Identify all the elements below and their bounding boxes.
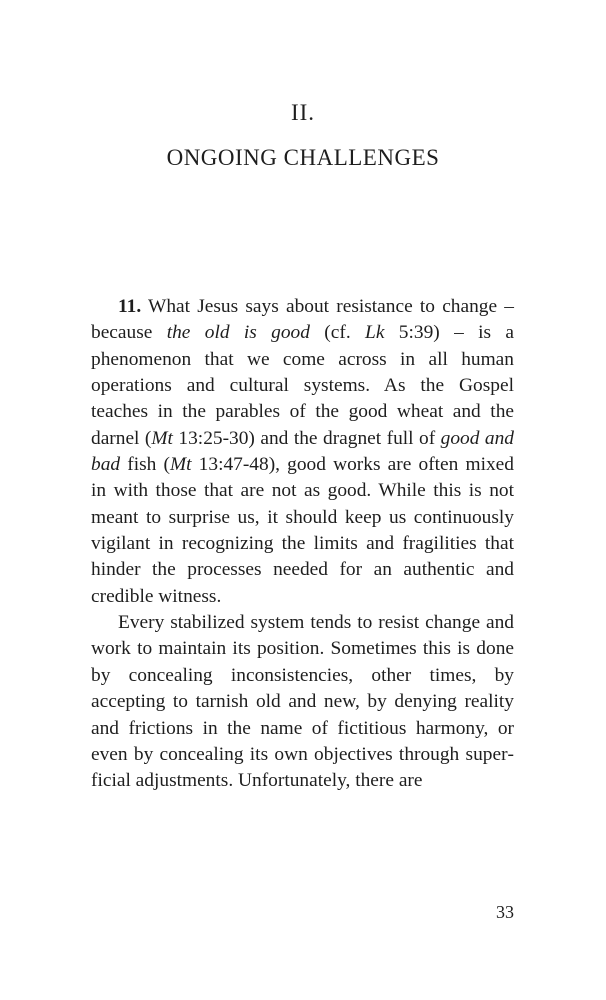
text-segment: (cf. [309, 322, 366, 344]
scripture-ref-book: Lk [365, 322, 385, 344]
page-number: 33 [496, 902, 514, 922]
text-segment: 13:25-30) and the dragnet full of [172, 427, 441, 449]
text-segment: 5:39) – is a phenomenon that we come across in all human operations and cultural systems. As the Gospel teaches in the parables of the good wheat and the darnel ( [91, 322, 514, 449]
italic-phrase: the old is good [166, 322, 310, 344]
body-text [91, 294, 514, 795]
italic-phrase: good and bad [91, 427, 514, 476]
text-segment: Every stabilized system tends to resist change and work to maintain its position. Sometimes this is done by concealing inconsistencies, other times, by accepting to tarnish old and new, by denying reality and frictions in the name of fictitious harmony, or even by concealing its own objectives through superficial adjustments. Unfortunately, there are [91, 612, 514, 792]
text-segment: fish ( [120, 454, 170, 476]
text-segment: What Jesus says about resistance to change – because [91, 296, 514, 344]
scripture-ref-book: Mt [151, 427, 173, 449]
chapter-number: II. [290, 100, 316, 125]
chapter-title: ONGOING CHALLENGES [166, 145, 440, 170]
paragraph-continuation [91, 610, 514, 794]
paragraph-number: 11. [118, 296, 142, 317]
text-segment: 13:47-48), good works are often mixed in with those that are not as good. While this is not meant to surprise us, it should keep us continuously vigilant in recognizing the limits and fragilities that hinder the processes needed for an authentic and credible witness. [91, 454, 514, 607]
scripture-ref-book: Mt [169, 454, 192, 476]
paragraph-11 [91, 294, 514, 610]
